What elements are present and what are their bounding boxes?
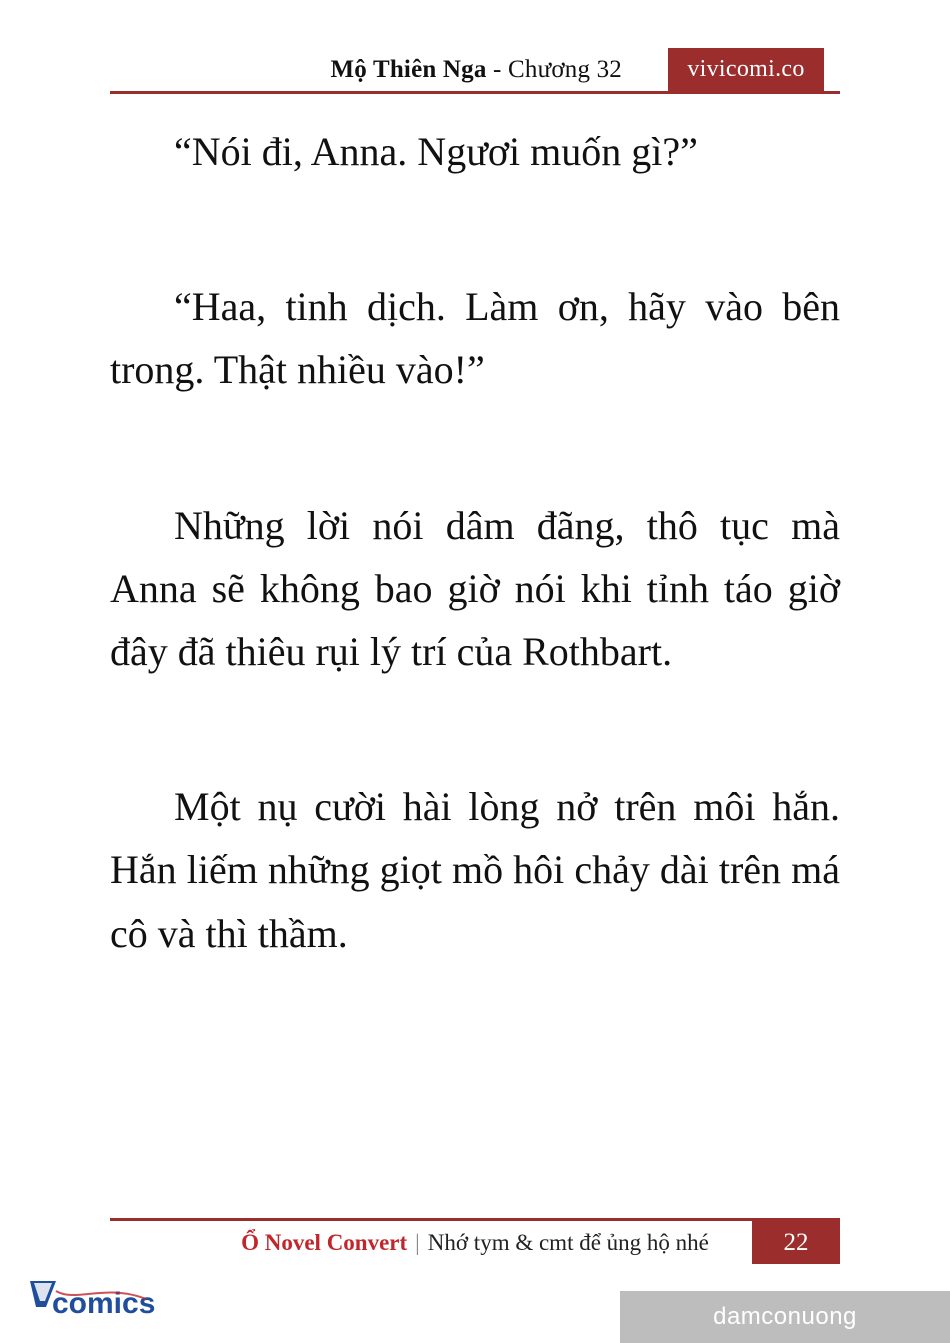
header-divider [110, 91, 840, 94]
footer-credit [110, 1221, 840, 1264]
paragraph: Những lời nói dâm đãng, thô tục mà Anna sẽ không bao giờ nói khi tỉnh táo giờ đây đã thiêu rụi lý trí của Rothbart. [110, 502, 840, 674]
watermark-text: damconuong [713, 1303, 857, 1330]
chapter-title [330, 56, 622, 84]
page-number: 22 [752, 1221, 840, 1264]
chapter-label: - Chương 32 [486, 56, 622, 83]
page-content [110, 120, 840, 965]
footer-note: Nhớ tym & cmt để ủng hộ nhé [427, 1229, 709, 1255]
vcomics-logo-icon [26, 1273, 176, 1325]
page-footer [110, 1218, 840, 1264]
site-badge: vivicomi.co [668, 48, 824, 91]
footer-separator: | [415, 1229, 420, 1255]
paragraph: “Haa, tinh dịch. Làm ơn, hãy vào bên trong. Thật nhiều vào!” [110, 284, 840, 393]
paragraph: “Nói đi, Anna. Ngươi muốn gì?” [174, 129, 698, 174]
svg-text:comics: comics [52, 1287, 156, 1320]
footer-brand: Ổ Novel Convert [241, 1229, 408, 1255]
page-header [110, 48, 840, 94]
book-title: Mộ Thiên Nga [330, 56, 487, 83]
paragraph: Một nụ cười hài lòng nở trên môi hắn. Hắn liếm những giọt mồ hôi chảy dài trên má cô và thì thầm. [110, 784, 840, 956]
watermark-banner [620, 1291, 950, 1343]
